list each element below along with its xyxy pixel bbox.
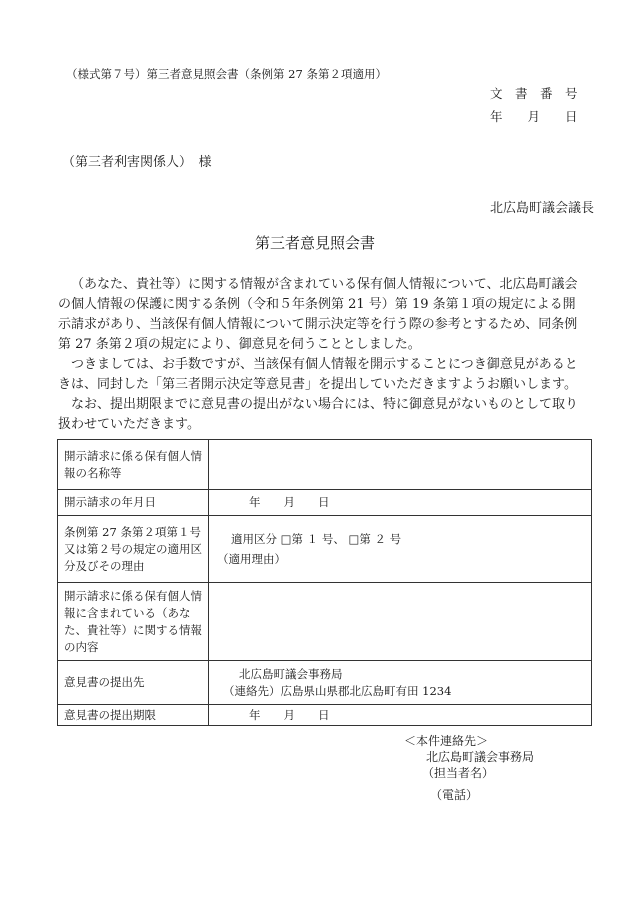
body-paragraph-2: つきましては、お手数ですが、当該保有個人情報を開示することにつき御意見があるときは、同封した「第三者開示決定等意見書」を提出していただきますようお願いします。: [58, 357, 578, 392]
body-paragraph-1: （あなた、貴社等）に関する情報が含まれている保有個人情報について、北広島町議会の個人情報の保護に関する条例（令和５年条例第 21 号）第 19 条第１項の規定による開示請求があり、当該保有個人情報について開示決定等を行う際の参考とするため、同条例第 27 条第２項の規定により、御意見を伺うこととしました。: [58, 277, 578, 352]
row-value: [209, 583, 592, 661]
form-number: （様式第７号）第三者意見照会書（条例第 27 条第２項適用）: [66, 67, 387, 81]
submission-contact: （連絡先）広島県山県郡北広島町有田 1234: [223, 683, 452, 698]
applicable-reason: （適用理由）: [217, 551, 286, 566]
table-row: [58, 705, 592, 726]
contact-heading: ＜本件連絡先＞: [404, 734, 489, 748]
row-value: [209, 661, 592, 705]
row-value: [209, 705, 592, 726]
row-value: [209, 516, 592, 583]
submission-deadline: 年 月 日: [249, 707, 330, 722]
table-row: [58, 490, 592, 516]
body-text: [58, 275, 588, 435]
row-label: 開示請求に係る保有個人情報に含まれている（あなた、貴社等）に関する情報の内容: [58, 583, 209, 661]
body-paragraph-3: なお、提出期限までに意見書の提出がない場合には、特に御意見がないものとして取り扱わせていただきます。: [58, 397, 579, 432]
contact-phone: （電話）: [430, 788, 479, 802]
document-number-label: 文 書 番 号: [490, 86, 578, 101]
table-row: [58, 516, 592, 583]
document-meta: [490, 82, 578, 128]
document-title: 第三者意見照会書: [254, 234, 375, 252]
submission-office: 北広島町議会事務局: [239, 666, 343, 681]
row-label: 条例第 27 条第２項第１号又は第２号の規定の適用区分及びその理由: [58, 516, 209, 583]
row-value: [209, 440, 592, 490]
row-value: [209, 490, 592, 516]
contact-office: 北広島町議会事務局: [426, 750, 535, 764]
sender: 北広島町議会議長: [490, 201, 595, 216]
info-table: [57, 439, 592, 726]
contact-person: （担当者名）: [422, 766, 495, 780]
applicable-category: 適用区分 □第 １ 号、 □第 ２ 号: [231, 531, 402, 546]
row-label: 開示請求に係る保有個人情報の名称等: [58, 440, 209, 490]
document-date-label: 年 月 日: [490, 109, 578, 124]
row-label: 意見書の提出先: [58, 661, 209, 705]
table-row: [58, 583, 592, 661]
contact-block: [404, 733, 534, 803]
table-row: [58, 661, 592, 705]
row-label: 開示請求の年月日: [58, 490, 209, 516]
request-date: 年 月 日: [249, 495, 330, 509]
table-row: [58, 440, 592, 490]
addressee: （第三者利害関係人） 様: [62, 155, 212, 170]
row-label: 意見書の提出期限: [58, 705, 209, 726]
